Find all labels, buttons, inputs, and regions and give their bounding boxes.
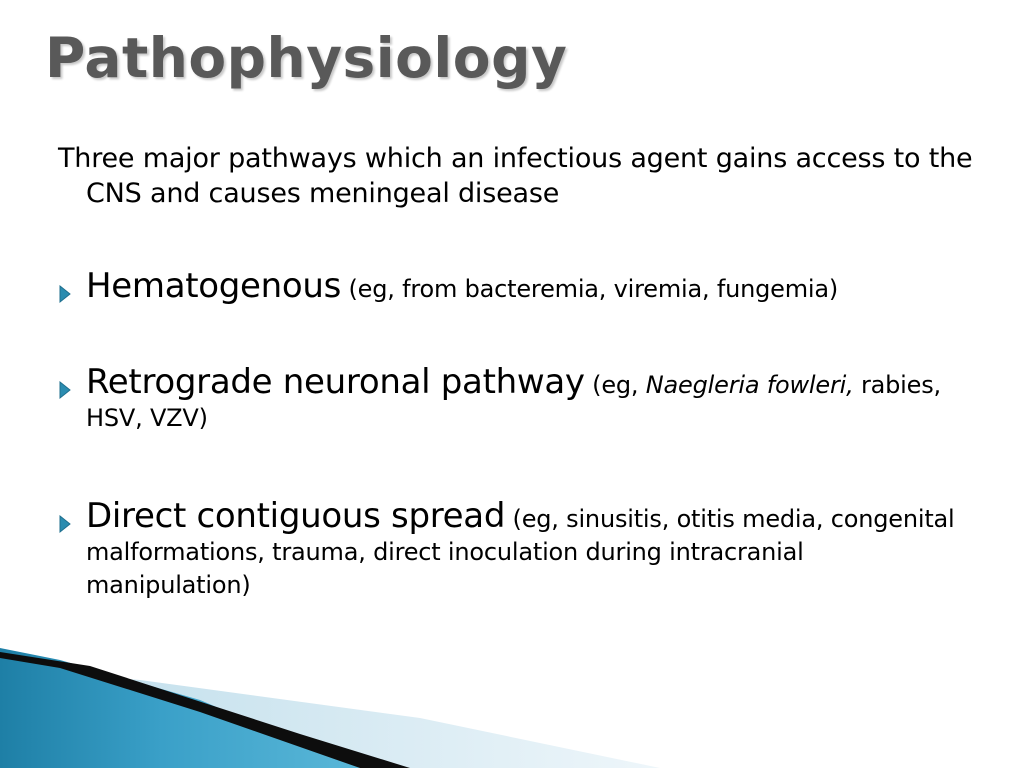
intro-text: Three major pathways which an infectious agent gains access to the CNS and causes meningeal disease bbox=[58, 143, 973, 209]
bullet-item-direct-spread bbox=[58, 496, 958, 602]
bullet-detail: (eg, from bacteremia, viremia, fungemia) bbox=[341, 275, 839, 303]
slide-title: Pathophysiology bbox=[45, 26, 568, 90]
triangle-bullet-icon bbox=[58, 500, 86, 534]
bullet-detail: (eg, sinusitis, otitis media, congenital malformations, trauma, direct inoculation during intracranial manipulation) bbox=[86, 505, 955, 599]
bullet-detail: (eg, bbox=[584, 371, 646, 399]
bullet-text bbox=[86, 496, 958, 602]
triangle-bullet-icon bbox=[58, 270, 86, 304]
bullet-detail-end: rabies, HSV, VZV) bbox=[86, 371, 941, 432]
bullet-text bbox=[86, 266, 958, 306]
bullet-item-hematogenous bbox=[58, 266, 958, 306]
bullet-heading: Hematogenous bbox=[86, 266, 342, 306]
bullet-item-retrograde bbox=[58, 362, 958, 435]
bullet-detail-italic: Naegleria fowleri, bbox=[645, 371, 854, 399]
triangle-bullet-icon bbox=[58, 366, 86, 400]
bullet-heading: Direct contiguous spread bbox=[86, 496, 506, 536]
bullet-heading: Retrograde neuronal pathway bbox=[86, 362, 585, 402]
bullet-text bbox=[86, 362, 958, 435]
